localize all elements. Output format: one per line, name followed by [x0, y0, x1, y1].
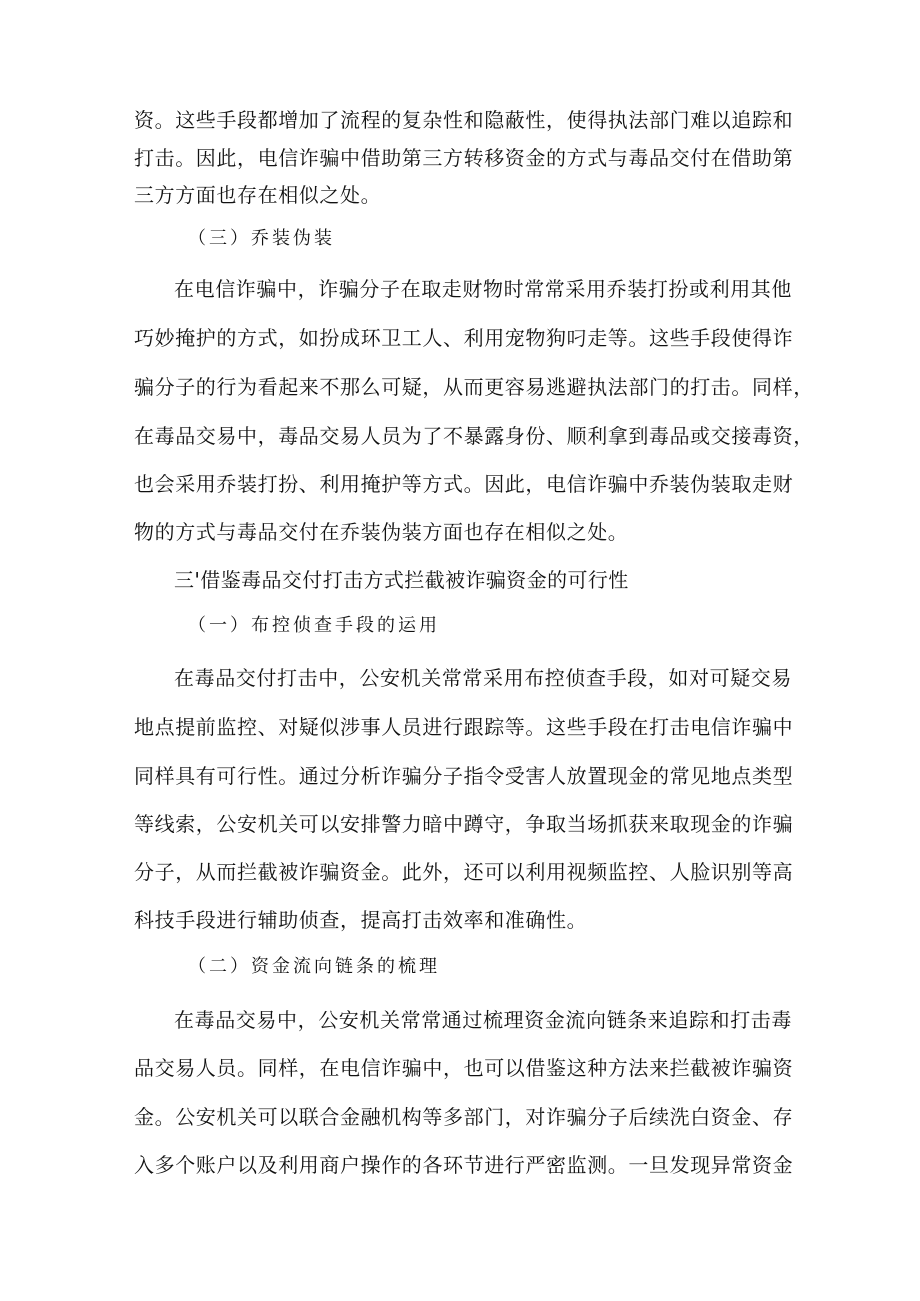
body-text-line: 地点提前监控、对疑似涉事人员进行跟踪等。这些手段在打击电信诈骗中	[134, 715, 794, 739]
body-text-line: 骗分子的行为看起来不那么可疑，从而更容易逃避执法部门的打击。同样，	[134, 375, 814, 399]
body-text-line: 金。公安机关可以联合金融机构等多部门，对诈骗分子后续洗白资金、存	[134, 1105, 794, 1129]
body-text-line: 同样具有可行性。通过分析诈骗分子指令受害人放置现金的常见地点类型	[134, 764, 794, 788]
body-text-line: 在毒品交易中，毒品交易人员为了不暴露身份、顺利拿到毒品或交接毒资，	[134, 424, 814, 448]
body-text-line: 品交易人员。同样，在电信诈骗中，也可以借鉴这种方法来拦截被诈骗资	[134, 1056, 794, 1080]
subsection-heading: （二）资金流向链条的梳理	[188, 956, 440, 977]
body-text-line: 也会采用乔装打扮、利用掩护等方式。因此，电信诈骗中乔装伪装取走财	[134, 472, 794, 496]
body-text-line: 物的方式与毒品交付在乔装伪装方面也存在相似之处。	[134, 520, 629, 544]
body-text-line: 在毒品交易中，公安机关常常通过梳理资金流向链条来追踪和打击毒	[174, 1008, 792, 1032]
body-text-line: 三方方面也存在相似之处。	[134, 183, 382, 207]
body-text-line: 入多个账户以及利用商户操作的各环节进行严密监测。一旦发现异常资金	[134, 1153, 794, 1177]
body-text-line: 巧妙掩护的方式，如扮成环卫工人、利用宠物狗叼走等。这些手段使得诈	[134, 326, 794, 350]
subsection-heading: （三）乔装伪装	[188, 228, 335, 249]
section-heading: 三'借鉴毒品交付打击方式拦截被诈骗资金的可行性	[174, 568, 629, 592]
subsection-heading: （一）布控侦查手段的运用	[188, 615, 440, 636]
body-text-line: 等线索，公安机关可以安排警力暗中蹲守，争取当场抓获来取现金的诈骗	[134, 812, 794, 836]
body-text-line: 科技手段进行辅助侦查，提高打击效率和准确性。	[134, 908, 588, 932]
body-text-line: 在电信诈骗中，诈骗分子在取走财物时常常采用乔装打扮或利用其他	[174, 277, 792, 301]
body-text-line: 资。这些手段都增加了流程的复杂性和隐蔽性，使得执法部门难以追踪和	[134, 108, 794, 132]
body-text-line: 在毒品交付打击中，公安机关常常采用布控侦查手段，如对可疑交易	[174, 666, 792, 690]
body-text-line: 打击。因此，电信诈骗中借助第三方转移资金的方式与毒品交付在借助第	[134, 146, 794, 170]
body-text-line: 分子，从而拦截被诈骗资金。此外，还可以利用视频监控、人脸识别等高	[134, 860, 794, 884]
